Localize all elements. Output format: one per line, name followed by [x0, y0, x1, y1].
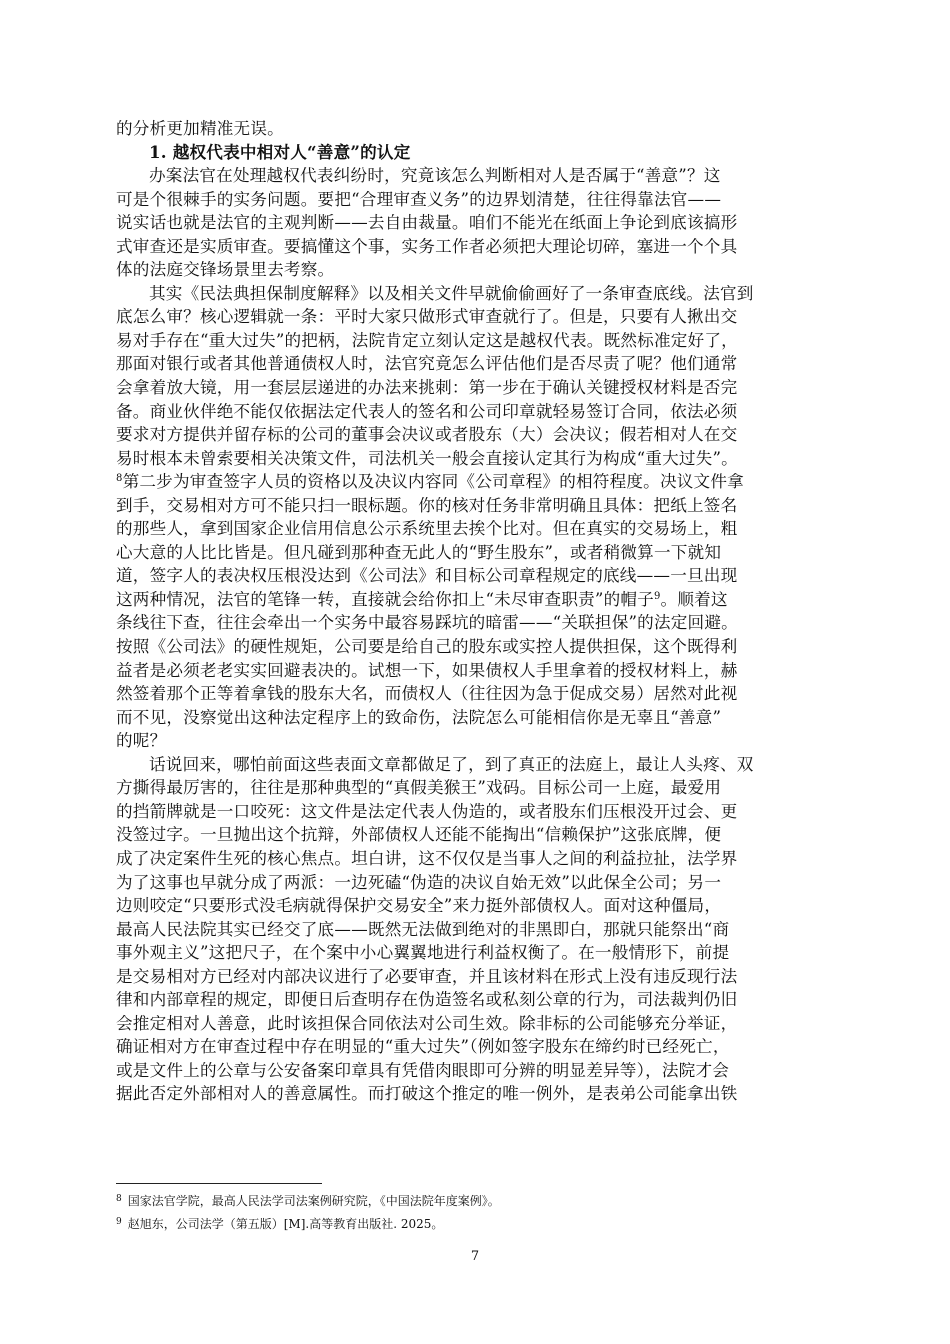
text-line: [116, 541, 840, 565]
footnote-text: 赵旭东，公司法学（第五版）[M].高等教育出版社. 2025。: [127, 1217, 444, 1231]
line-text: 可是个很棘手的实务问题。要把“合理审查义务”的边界划清楚，往往得靠法官——: [116, 189, 722, 209]
text-line: [116, 1012, 840, 1036]
text-line: [116, 117, 840, 141]
text-line: [116, 800, 840, 824]
line-text: 第二步为审查签字人员的资格以及决议内容同《公司章程》的相符程度。决议文件拿: [122, 472, 744, 492]
line-text: 到手，交易相对方可不能只扫一眼标题。你的核对任务非常明确且具体：把纸上签名: [116, 495, 738, 515]
text-line: [116, 988, 840, 1012]
text-line: [116, 329, 840, 353]
line-text: 办案法官在处理越权代表纠纷时，究竟该怎么判断相对人是否属于“善意”？这: [149, 166, 721, 186]
text-line: [116, 423, 840, 447]
line-text: 按照《公司法》的硬性规矩，公司要是给自己的股东或实控人提供担保，这个既得利: [116, 637, 738, 657]
text-line: [116, 400, 840, 424]
text-line: [116, 282, 840, 306]
line-text: 心大意的人比比皆是。但凡碰到那种查无此人的“野生股东”，或者稍微算一下就知: [116, 542, 722, 562]
line-text: 最高人民法院其实已经交了底——既然无法做到绝对的非黑即白，那就只能祭出“商: [116, 919, 730, 939]
footnote-marker: 8: [116, 473, 123, 485]
text-line: [116, 611, 840, 635]
line-text: 或是文件上的公章与公安备案印章具有凭借肉眼即可分辨的明显差异等），法院才会: [116, 1060, 730, 1080]
line-text: 1. 越权代表中相对人“善意”的认定: [149, 141, 411, 162]
text-line: [116, 470, 840, 494]
text-line: [116, 447, 840, 471]
text-line: [116, 1082, 840, 1106]
line-text: 律和内部章程的规定，即便日后查明存在伪造签名或私刻公章的行为，司法裁判仍旧: [116, 990, 738, 1010]
text-line: [116, 517, 840, 541]
line-text: 的挡箭牌就是一口咬死：这文件是法定代表人伪造的，或者股东们压根没开过会、更: [116, 801, 738, 821]
footnote-text: 国家法官学院，最高人民法学司法案例研究院，《中国法院年度案例》。: [127, 1194, 500, 1208]
text-line: [116, 588, 840, 612]
text-line: [116, 305, 840, 329]
line-text: 那面对银行或者其他普通债权人时，法官究竟怎么评估他们是否尽责了呢？他们通常: [116, 354, 738, 374]
footnote-separator: [116, 1183, 322, 1184]
line-text: 说实话也就是法官的主观判断——去自由裁量。咱们不能光在纸面上争论到底该搞形: [116, 213, 738, 233]
section-heading: [116, 141, 840, 165]
text-line: [116, 941, 840, 965]
text-line: [116, 376, 840, 400]
footnote: [116, 1212, 840, 1235]
line-text: 的呢？: [116, 731, 167, 751]
line-text: 要求对方提供并留存标的公司的董事会决议或者股东（大）会决议；假若相对人在交: [116, 425, 738, 445]
line-text: 条线往下查，往往会牵出一个实务中最容易踩坑的暗雷——“关联担保”的法定回避。: [116, 613, 738, 633]
text-line: [116, 823, 840, 847]
text-line: [116, 235, 840, 259]
text-line: [116, 352, 840, 376]
line-text: 易时根本未曾索要相关决策文件，司法机关一般会直接认定其行为构成“重大过失”。: [116, 448, 738, 468]
line-text: 道，签字人的表决权压根没达到《公司法》和目标公司章程规定的底线——一旦出现: [116, 566, 738, 586]
line-text: 这两种情况，法官的笔锋一转，直接就会给你扣上“未尽审查职责”的帽子: [116, 589, 654, 609]
text-line: [116, 776, 840, 800]
line-text: 是交易相对方已经对内部决议进行了必要审查，并且该材料在形式上没有违反现行法: [116, 966, 738, 986]
text-line: [116, 847, 840, 871]
line-text: 方撕得最厉害的，往往是那种典型的“真假美猴王”戏码。目标公司一上庭，最爱用: [116, 778, 722, 798]
text-line: [116, 918, 840, 942]
footnote-marker: 9: [653, 590, 661, 602]
line-text: 其实《民法典担保制度解释》以及相关文件早就偷偷画好了一条审查底线。法官到: [149, 283, 754, 303]
line-text: 备。商业伙伴绝不能仅依据法定代表人的签名和公司印章就轻易签订合同，依法必须: [116, 401, 738, 421]
line-text: 会拿着放大镜，用一套层层递进的办法来挑刺：第一步在于确认关键授权材料是否完: [116, 378, 738, 398]
text-line: [116, 635, 840, 659]
line-text-continued: 。顺着这: [660, 589, 728, 609]
text-line: [116, 164, 840, 188]
text-line: [116, 564, 840, 588]
text-line: [116, 494, 840, 518]
text-line: [116, 258, 840, 282]
text-line: [116, 871, 840, 895]
text-line: [116, 659, 840, 683]
text-line: [116, 894, 840, 918]
line-text: 据此否定外部相对人的善意属性。而打破这个推定的唯一例外，是表弟公司能拿出铁: [116, 1084, 738, 1104]
line-text: 益者是必须老老实实回避表决的。试想一下，如果债权人手里拿着的授权材料上，赫: [116, 660, 738, 680]
line-text: 话说回来，哪怕前面这些表面文章都做足了，到了真正的法庭上，最让人头疼、双: [149, 754, 754, 774]
footnote-number: 8: [116, 1194, 122, 1204]
text-line: [116, 211, 840, 235]
line-text: 会推定相对人善意，此时该担保合同依法对公司生效。除非标的公司能够充分举证，: [116, 1013, 738, 1033]
text-line: [116, 682, 840, 706]
text-line: [116, 965, 840, 989]
line-text: 式审查还是实质审查。要搞懂这个事，实务工作者必须把大理论切碎，塞进一个个具: [116, 236, 738, 256]
line-text: 事外观主义”这把尺子，在个案中小心翼翼地进行利益权衡了。在一般情形下，前提: [116, 943, 730, 963]
line-text: 成了决定案件生死的核心焦点。坦白讲，这不仅仅是当事人之间的利益拉扯，法学界: [116, 848, 738, 868]
text-line: [116, 706, 840, 730]
line-text: 底怎么审？核心逻辑就一条：平时大家只做形式审查就行了。但是，只要有人揪出交: [116, 307, 738, 327]
line-text: 边则咬定“只要形式没毛病就得保护交易安全”来力挺外部债权人。面对这种僵局，: [116, 896, 722, 916]
text-line: [116, 729, 840, 753]
footnotes: [116, 1189, 840, 1235]
line-text: 确证相对方在审查过程中存在明显的“重大过失”（例如签字股东在缔约时已经死亡，: [116, 1037, 730, 1057]
line-text: 为了这事也早就分成了两派：一边死磕“伪造的决议自始无效”以此保全公司；另一: [116, 872, 722, 892]
line-text: 易对手存在“重大过失”的把柄，法院肯定立刻认定这是越权代表。既然标准定好了，: [116, 330, 738, 350]
text-line: [116, 1059, 840, 1083]
line-text: 然签着那个正等着拿钱的股东大名，而债权人（往往因为急于促成交易）居然对此视: [116, 684, 738, 704]
body-text: [116, 117, 840, 1106]
line-text: 的那些人，拿到国家企业信用信息公示系统里去挨个比对。但在真实的交易场上，粗: [116, 519, 738, 539]
line-text: 的分析更加精准无误。: [116, 119, 284, 138]
text-line: [116, 753, 840, 777]
footnote-number: 9: [116, 1217, 122, 1227]
text-line: [116, 1035, 840, 1059]
line-text: 而不见，没察觉出这种法定程序上的致命伤，法院怎么可能相信你是无辜且“善意”: [116, 707, 722, 727]
line-text: 体的法庭交锋场景里去考察。: [116, 260, 335, 280]
page-number: 7: [470, 1249, 480, 1264]
footnote: [116, 1189, 840, 1212]
text-line: [116, 188, 840, 212]
line-text: 没签过字。一旦抛出这个抗辩，外部债权人还能不能掏出“信赖保护”这张底牌，便: [116, 825, 722, 845]
